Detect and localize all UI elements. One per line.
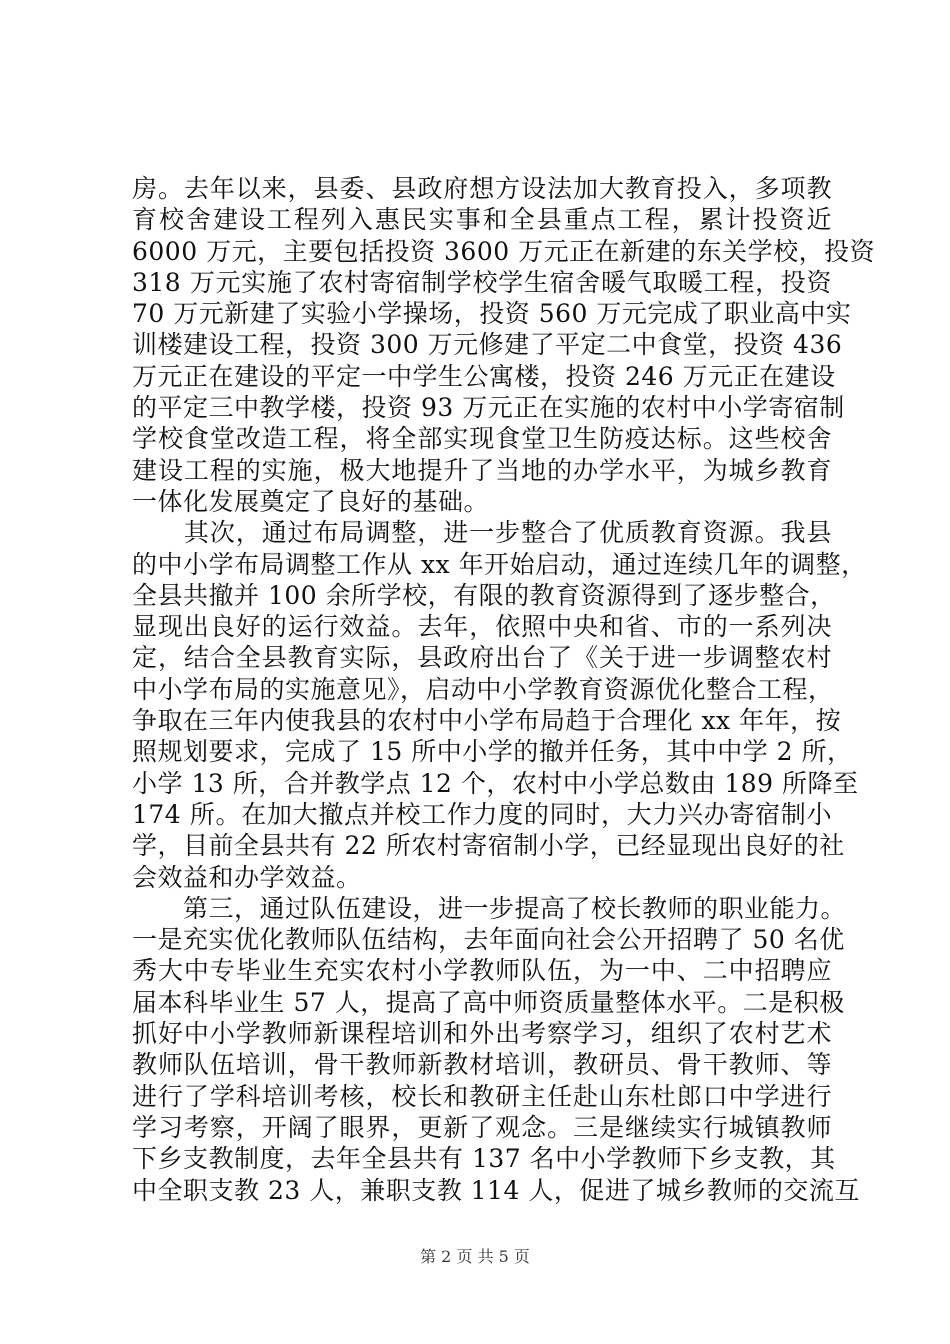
text-line: 定，结合全县教育实际，县政府出台了《关于进一步调整农村 xyxy=(132,643,832,673)
page-footer xyxy=(0,1244,950,1267)
text-line: 学校食堂改造工程，将全部实现食堂卫生防疫达标。这些校舍 xyxy=(132,424,832,454)
text-line: 显现出良好的运行效益。去年，依照中央和省、市的一系列决 xyxy=(132,612,832,642)
text-line: 万元正在建设的平定一中学生公寓楼，投资 246 万元正在建设 xyxy=(132,361,836,391)
text-line: 届本科毕业生 57 人，提高了高中师资质量整体水平。二是积极 xyxy=(132,987,845,1017)
text-line: 中全职支教 23 人，兼职支教 114 人，促进了城乡教师的交流互 xyxy=(132,1175,860,1205)
text-line: 一体化发展奠定了良好的基础。 xyxy=(132,486,490,516)
text-line: 中小学布局的实施意见》，启动中小学教育资源优化整合工程， xyxy=(132,674,834,704)
text-line: 训楼建设工程，投资 300 万元修建了平定二中食堂，投资 436 xyxy=(132,330,843,360)
text-line: 一是充实优化教师队伍结构，去年面向社会公开招聘了 50 名优 xyxy=(132,925,845,955)
text-line: 照规划要求，完成了 15 所中小学的撤并任务，其中中学 2 所， xyxy=(132,737,853,767)
text-line: 的中小学布局调整工作从 xx 年开始启动，通过连续几年的调整， xyxy=(132,549,867,579)
text-line: 学习考察，开阔了眼界，更新了观念。三是继续实行城镇教师 xyxy=(132,1112,832,1142)
text-line: 70 万元新建了实验小学操场，投资 560 万元完成了职业高中实 xyxy=(132,299,852,329)
text-line: 争取在三年内使我县的农村中小学布局趋于合理化 xx 年年，按 xyxy=(132,706,842,736)
text-line: 全县共撤并 100 余所学校，有限的教育资源得到了逐步整合， xyxy=(132,580,836,610)
text-line: 建设工程的实施，极大地提升了当地的办学水平，为城乡教育 xyxy=(132,455,832,485)
text-line: 6000 万元，主要包括投资 3600 万元正在新建的东关学校，投资 xyxy=(132,236,876,266)
text-line: 174 所。在加大撤点并校工作力度的同时，大力兴办寄宿制小 xyxy=(132,799,832,829)
text-line: 第三，通过队伍建设，进一步提高了校长教师的职业能力。 xyxy=(132,893,847,923)
text-line: 抓好中小学教师新课程培训和外出考察学习，组织了农村艺术 xyxy=(132,1019,832,1049)
text-line: 会效益和办学效益。 xyxy=(132,862,362,892)
text-line: 育校舍建设工程列入惠民实事和全县重点工程，累计投资近 xyxy=(132,205,832,235)
text-line: 进行了学科培训考核，校长和教研主任赴山东杜郎口中学进行 xyxy=(132,1081,832,1111)
text-line: 其次，通过布局调整，进一步整合了优质教育资源。我县 xyxy=(132,518,832,548)
page-number: 第 2 页 共 5 页 xyxy=(420,1247,530,1266)
text-line: 318 万元实施了农村寄宿制学校学生宿舍暖气取暖工程，投资 xyxy=(132,267,832,297)
text-line: 学，目前全县共有 22 所农村寄宿制小学，已经显现出良好的社 xyxy=(132,831,845,861)
text-line: 房。去年以来，县委、县政府想方设法加大教育投入，多项教 xyxy=(132,174,832,203)
text-line: 的平定三中教学楼，投资 93 万元正在实施的农村中小学寄宿制 xyxy=(132,393,845,423)
text-line: 秀大中专毕业生充实农村小学教师队伍，为一中、二中招聘应 xyxy=(132,956,832,986)
document-body xyxy=(132,173,876,1206)
text-line: 教师队伍培训，骨干教师新教材培训，教研员、骨干教师、等 xyxy=(132,1050,832,1080)
text-line: 小学 13 所，合并教学点 12 个，农村中小学总数由 189 所降至 xyxy=(132,768,859,798)
text-line: 下乡支教制度，去年全县共有 137 名中小学教师下乡支教，其 xyxy=(132,1144,836,1174)
